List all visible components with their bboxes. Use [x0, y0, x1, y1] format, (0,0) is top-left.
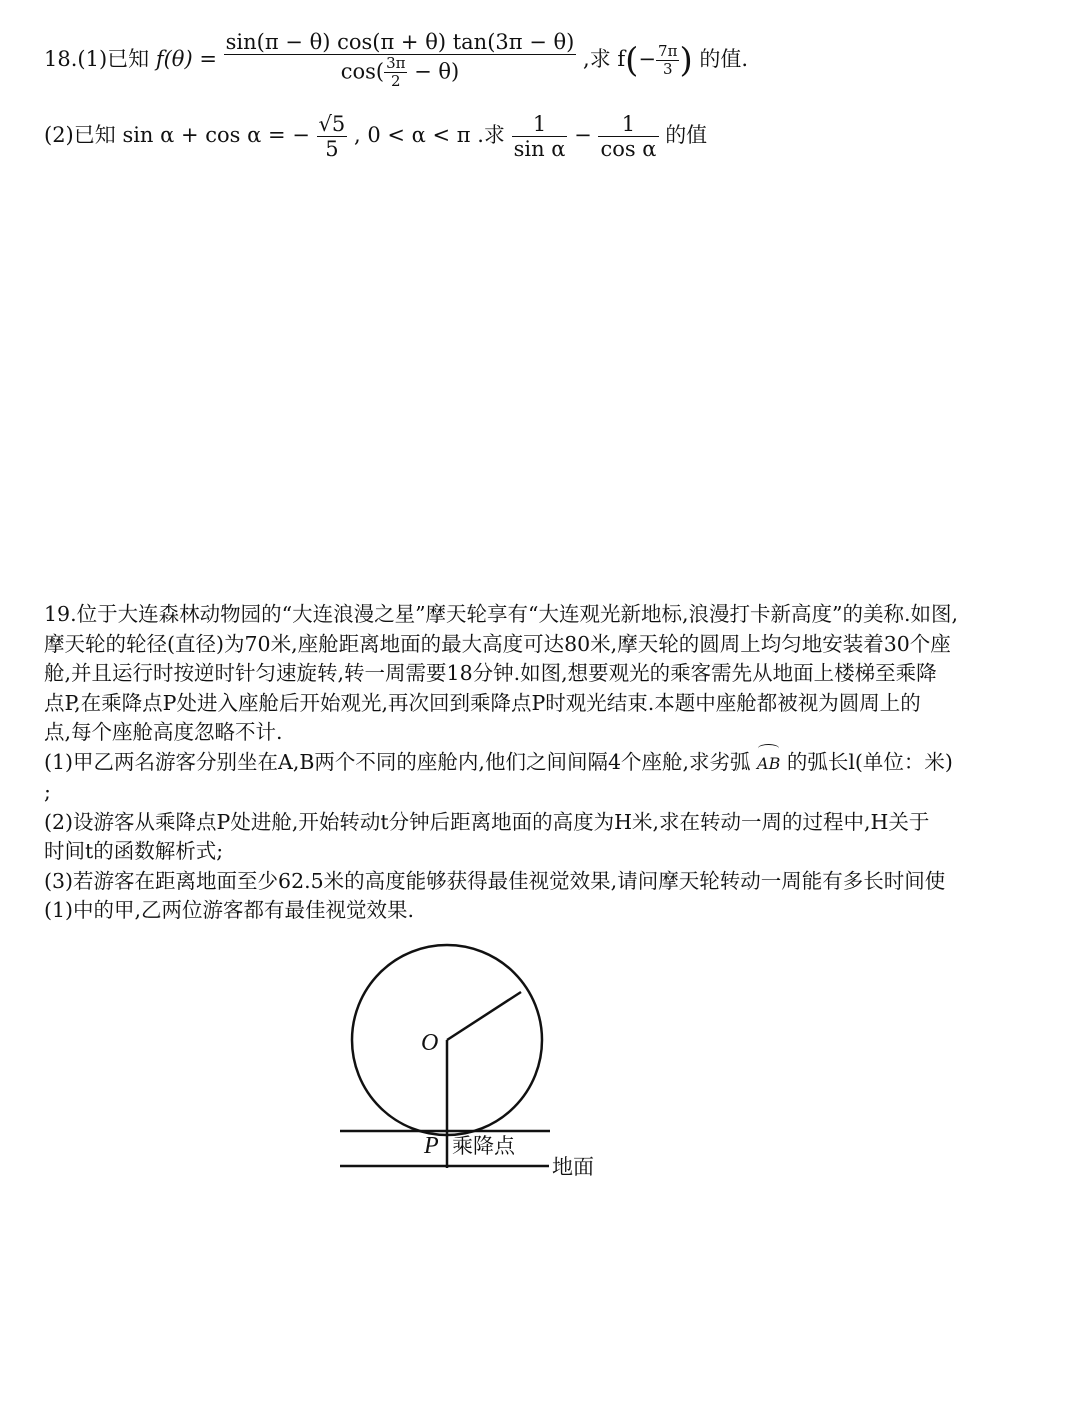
right-paren: ) [679, 40, 693, 81]
ground-label: 地面 [552, 1155, 594, 1179]
q18-part1-prefix: 18.(1)已知 [44, 46, 150, 71]
q18-sum-expr: sin α + cos α = − [122, 123, 310, 148]
q18-cos-a: cos α [600, 137, 657, 162]
q18-numerator: sin(π − θ) cos(π + θ) tan(3π − θ) [225, 30, 575, 54]
q18-two: 2 [384, 72, 407, 90]
q18-one-b: 1 [621, 112, 636, 136]
q18-part2-prefix: (2)已知 [44, 123, 116, 148]
q18-part2-end: 的值 [665, 123, 708, 148]
q18-neg: − [638, 46, 657, 71]
q18-ask-end: 的值. [699, 46, 749, 71]
q18-three-pi: 3π [386, 54, 406, 73]
q19-line-7: ; [44, 780, 51, 804]
left-paren: ( [625, 40, 639, 81]
center-label: O [421, 1030, 439, 1056]
q18-minus: − [574, 123, 592, 148]
q19-line-6-pre: (1)甲乙两名游客分别坐在A,B两个不同的座舱内,他们之间间隔4个座舱,求劣弧 [44, 749, 751, 774]
q19-line-1: 19.位于大连森林动物园的“大连浪漫之星”摩天轮享有“大连观光新地标,浪漫打卡新高度”的美称.如图, [44, 602, 959, 626]
q19-line-4: 点P,在乘降点P处进入座舱后开始观光,再次回到乘降点P时观光结束.本题中座舱都被视为圆周上的 [44, 690, 921, 715]
q18-one-a: 1 [532, 112, 547, 136]
q18-sin-a: sin α [513, 137, 566, 162]
q18-ask-mid: ,求 f [583, 46, 626, 71]
q18-denominator-post: − θ) [407, 59, 460, 84]
q18-five: 5 [317, 136, 348, 161]
q18-range: , 0 < α < π .求 [353, 123, 505, 148]
q18-denominator-pre: cos( [340, 59, 385, 84]
q18-sqrt5: √5 [318, 112, 346, 136]
point-p-label: P [424, 1133, 439, 1159]
boarding-point-label: 乘降点 [452, 1134, 515, 1158]
q19-line-5: 点,每个座舱高度忽略不计. [44, 720, 283, 744]
q19-line-11: (1)中的甲,乙两位游客都有最佳视觉效果. [44, 898, 415, 922]
q18-f-theta: f(θ) = [155, 46, 217, 71]
q19-line-3: 舱,并且运行时按逆时针匀速旋转,转一周需要18分钟.如图,想要观光的乘客需先从地面上楼梯至乘降 [44, 661, 937, 685]
q19-line-9: 时间t的函数解析式; [44, 839, 224, 863]
radius-line [447, 992, 521, 1040]
q19-line-2: 摩天轮的轮径(直径)为70米,座舱距离地面的最大高度可达80米,摩天轮的圆周上均匀地安装着30个座 [44, 631, 951, 656]
q19-line-10: (3)若游客在距离地面至少62.5米的高度能够获得最佳视觉效果,请问摩天轮转动一周能有多长时间使 [44, 868, 946, 893]
q19-line-8: (2)设游客从乘降点P处进舱,开始转动t分钟后距离地面的高度为H米,求在转动一周的过程中,H关于 [44, 809, 930, 834]
q19-line-6-post: 的弧长l(单位：米) [786, 749, 953, 774]
arc-ab-label: AB [757, 749, 780, 779]
q18-three: 3 [656, 60, 679, 78]
q18-seven-pi: 7π [658, 41, 678, 60]
